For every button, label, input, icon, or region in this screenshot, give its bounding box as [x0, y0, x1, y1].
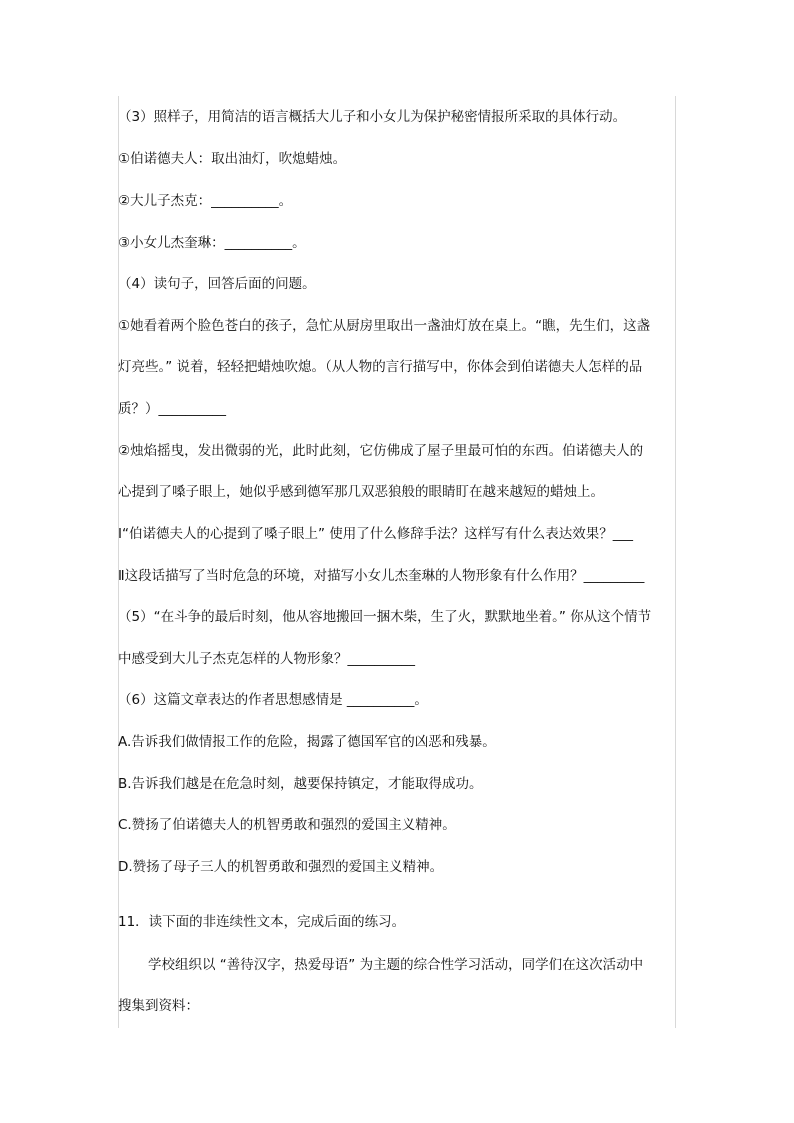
sentence-1-line-1: ①她看着两个脸色苍白的孩子，急忙从厨房里取出一盏油灯放在桌上。“瞧，先生们，这盏 [118, 318, 651, 334]
question-4-prompt: （4）读句子，回答后面的问题。 [118, 276, 316, 292]
question-3-prompt: （3）照样子，用简洁的语言概括大儿子和小女儿为保护秘密情报所采取的具体行动。 [118, 109, 627, 125]
activity-intro-line-2: 搜集到资料： [118, 998, 199, 1014]
sentence-2-line-1: ②烛焰摇曳，发出微弱的光，此时此刻，它仿佛成了屋子里最可怕的东西。伯诺德夫人的 [118, 443, 644, 459]
sentence-1-line-3: 质？）__________ [118, 401, 226, 417]
question-5-line-1: （5）“在斗争的最后时刻，他从容地搬回一捆木柴，生了火，默默地坐着。” 你从这个情节 [118, 609, 652, 625]
example-mother-action: ①伯诺德夫人：取出油灯，吹熄蜡烛。 [118, 151, 347, 167]
question-6-prompt: （6）这篇文章表达的作者思想感情是 __________。 [118, 692, 428, 708]
option-d: D.赞扬了母子三人的机智勇敢和强烈的爱国主义精神。 [118, 859, 444, 875]
activity-intro-line-1: 学校组织以 “善待汉字，热爱母语” 为主题的综合性学习活动，同学们在这次活动中 [148, 957, 644, 973]
answer-line-son: ②大儿子杰克：__________。 [118, 193, 293, 209]
sub-question-2: Ⅱ这段话描写了当时危急的环境，对描写小女儿杰奎琳的人物形象有什么作用？_________ [118, 568, 645, 584]
question-5-line-2: 中感受到大儿子杰克怎样的人物形象？__________ [118, 651, 415, 667]
sentence-2-line-2: 心提到了嗓子眼上，她似乎感到德军那几双恶狼般的眼睛盯在越来越短的蜡烛上。 [118, 484, 604, 500]
option-a: A.告诉我们做情报工作的危险，揭露了德国军官的凶恶和残暴。 [118, 734, 496, 750]
sentence-1-line-2: 灯亮些。” 说着，轻轻把蜡烛吹熄。（从人物的言行描写中，你体会到伯诺德夫人怎样的品 [118, 359, 643, 375]
answer-line-daughter: ③小女儿杰奎琳：__________。 [118, 235, 306, 251]
option-c: C.赞扬了伯诺德夫人的机智勇敢和强烈的爱国主义精神。 [118, 817, 456, 833]
sub-question-1: Ⅰ“伯诺德夫人的心提到了嗓子眼上” 使用了什么修辞手法？这样写有什么表达效果？___ [118, 526, 634, 542]
question-11-heading: 11．读下面的非连续性文本，完成后面的练习。 [118, 914, 406, 930]
option-b: B.告诉我们越是在危急时刻，越要保持镇定，才能取得成功。 [118, 776, 483, 792]
